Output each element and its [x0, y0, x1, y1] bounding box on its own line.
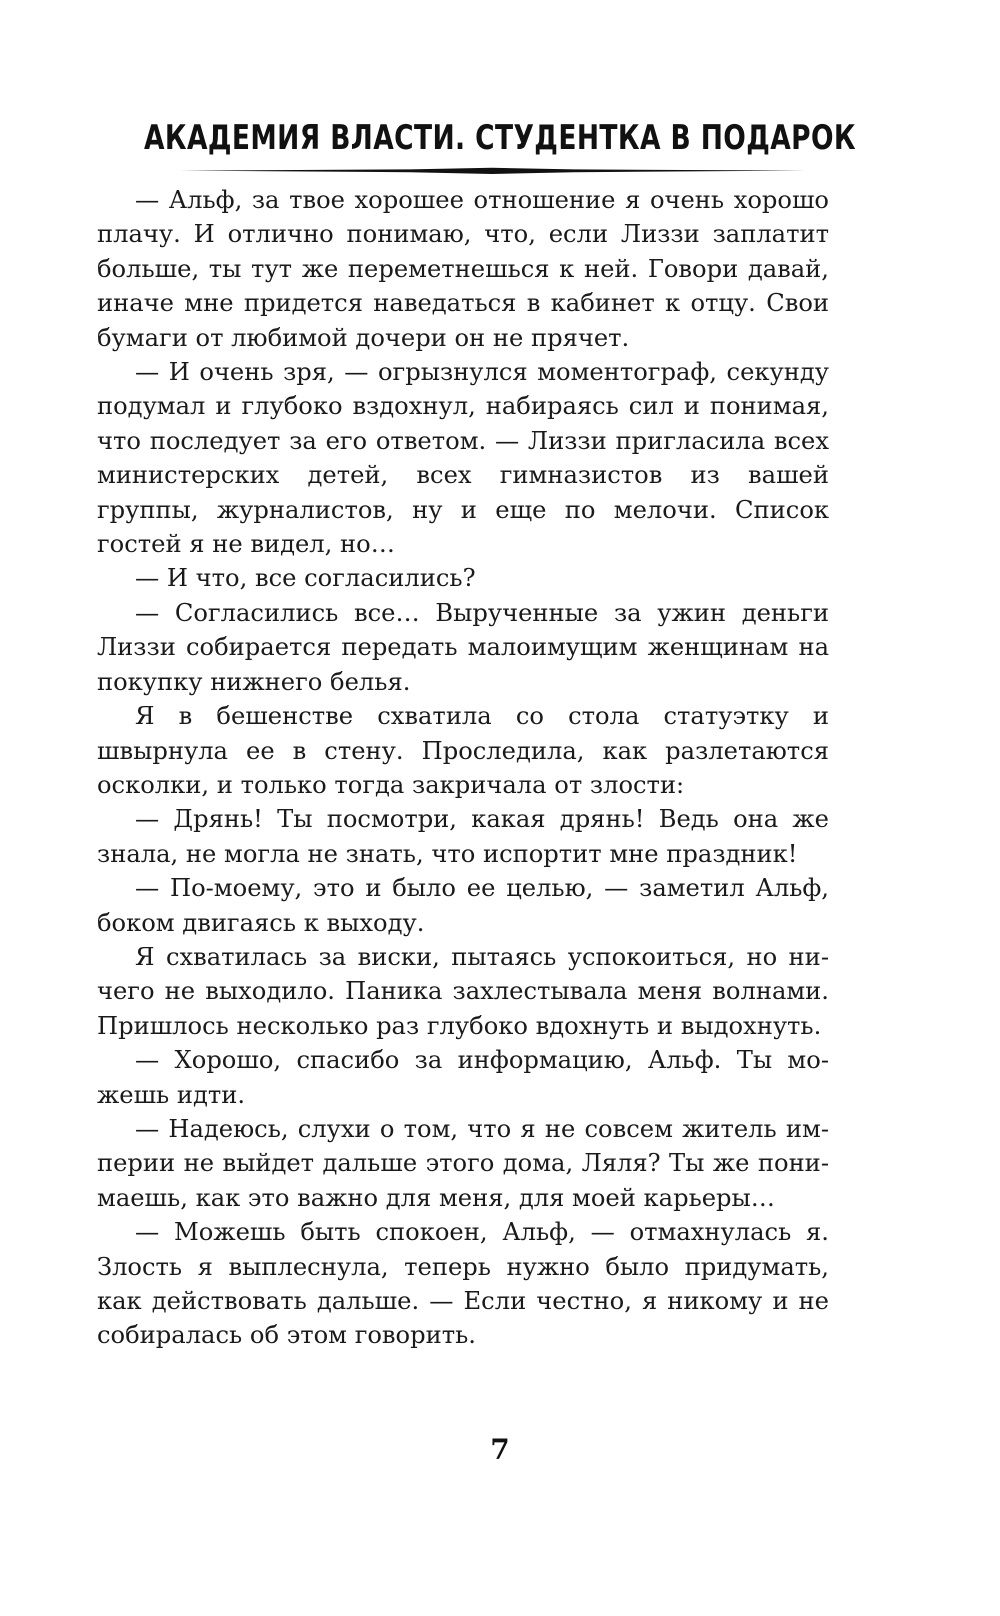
paragraph: — По-моему, это и было ее целью, — заметил Альф, боком двигаясь к выходу. — [97, 874, 829, 937]
paragraph: — И что, все согласились? — [135, 564, 476, 593]
header-rule-line — [180, 166, 805, 176]
paragraph: — Можешь быть спокоен, Альф, — отмахнулась я. Злость я выплеснула, теперь нужно было придумать, как действовать дальше. — Если честно, я никому и не собиралась об этом говорить. — [97, 1218, 829, 1350]
running-title: АКАДЕМИЯ ВЛАСТИ. СТУДЕНТКА В ПОДАРОК — [143, 118, 856, 158]
page-number: 7 — [490, 1433, 510, 1466]
paragraph: Я в бешенстве схватила со стола статуэтку и швырнула ее в стену. Проследила, как разлетаются осколки, и только тогда закричала от злости: — [97, 702, 829, 799]
header-rule — [180, 166, 805, 176]
paragraph: — Альф, за твое хорошее отношение я очень хорошо плачу. И отлично понимаю, что, если Лиззи заплатит больше, ты тут же переметнешься к ней. Говори давай, иначе мне придется наведаться в кабинет к отцу. Свои бумаги от любимой дочери он не прячет. — [97, 186, 829, 352]
paragraph: Я схватилась за виски, пытаясь успокоиться, но ничего не выходило. Паника захлестывала меня волнами. Пришлось несколько раз глубоко вдохнуть и выдохнуть. — [97, 942, 829, 1040]
body-text — [97, 183, 829, 1353]
paragraph: — Согласились все… Вырученные за ужин деньги Лиззи собирается передать малоимущим женщинам на покупку нижнего белья. — [97, 598, 829, 696]
paragraph: — Надеюсь, слухи о том, что я не совсем житель империи не выйдет дальше этого дома, Ляля? Ты же понимаешь, как это важно для меня, для моей карьеры… — [97, 1114, 829, 1212]
paragraph: — Дрянь! Ты посмотри, какая дрянь! Ведь она же знала, не могла не знать, что испортит мне праздник! — [97, 805, 829, 868]
paragraph: — Хорошо, спасибо за информацию, Альф. Ты можешь идти. — [97, 1046, 829, 1109]
paragraph: — И очень зря, — огрызнулся моментограф, секунду подумал и глубоко вздохнул, набираясь сил и понимая, что последует за его ответом. — Лиззи пригласила всех министерских детей, всех гимназистов из вашей группы, журналистов, ну и еще по мелочи. Список гостей я не видел, но… — [97, 358, 829, 559]
